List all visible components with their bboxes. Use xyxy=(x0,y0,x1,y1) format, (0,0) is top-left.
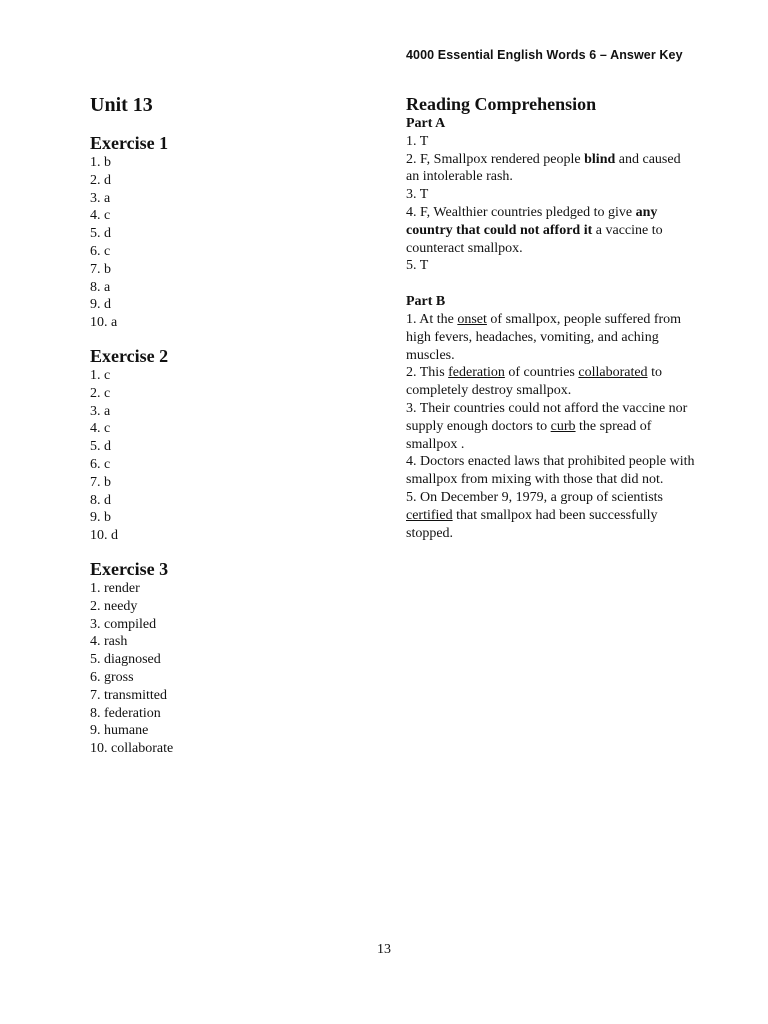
answer-item: 5. diagnosed xyxy=(90,652,161,668)
answer-text: 2. F, Smallpox rendered people xyxy=(406,151,585,167)
document-header: 4000 Essential English Words 6 – Answer Key xyxy=(406,48,683,62)
answer-keyword: blind xyxy=(584,151,616,167)
answer-text: that smallpox had been successfully stopped. xyxy=(406,507,658,541)
exercise-1-title: Exercise 1 xyxy=(90,133,169,153)
part-b-answer-1 xyxy=(406,311,696,364)
answer-text: 2. This xyxy=(406,365,449,381)
answer-item: 10. d xyxy=(90,528,118,544)
answer-item: 5. d xyxy=(90,226,111,242)
answer-text: of countries xyxy=(504,365,579,381)
answer-item: 8. a xyxy=(90,279,111,295)
answer-text: a vaccine to counteract smallpox. xyxy=(406,222,663,256)
part-b-section xyxy=(406,293,696,542)
answer-text: 3. Their countries could not afford the vaccine nor supply enough doctors to xyxy=(406,400,688,434)
answer-keyword: any country that could not afford it xyxy=(406,204,658,238)
vocab-word: collaborated xyxy=(578,365,648,381)
part-a-section xyxy=(406,115,696,275)
part-b-title: Part B xyxy=(406,294,446,310)
part-a-answer-4 xyxy=(406,204,696,257)
answer-item: 6. gross xyxy=(90,669,134,685)
answer-item: 1. render xyxy=(90,580,140,596)
exercise-2-title: Exercise 2 xyxy=(90,345,169,366)
answer-item: 3. compiled xyxy=(90,616,157,632)
answer-item: 10. a xyxy=(90,315,118,331)
answer-item: 7. b xyxy=(90,474,111,490)
answer-item: 9. humane xyxy=(90,723,149,739)
answer-item: 5. d xyxy=(90,439,111,455)
right-column xyxy=(406,93,696,542)
part-a-title: Part A xyxy=(406,116,446,131)
answer-text: 1. At the xyxy=(406,311,458,327)
unit-title: Unit 13 xyxy=(90,94,153,116)
answer-item: 6. c xyxy=(90,243,111,259)
answer-item: 4. rash xyxy=(90,634,128,650)
answer-item: 9. b xyxy=(90,510,111,526)
part-b-answer-3 xyxy=(406,400,696,453)
answer-item: 7. b xyxy=(90,261,111,277)
left-column xyxy=(90,93,380,772)
part-a-answer-3: 3. T xyxy=(406,187,429,203)
part-a-answer-2 xyxy=(406,151,696,187)
exercise-3-title: Exercise 3 xyxy=(90,558,169,579)
part-b-answer-4: 4. Doctors enacted laws that prohibited people with smallpox from mixing with those that did not. xyxy=(406,454,695,488)
page-number: 13 xyxy=(377,942,391,957)
answer-text: 5. On December 9, 1979, a group of scientists xyxy=(406,489,663,505)
answer-text: to completely destroy smallpox. xyxy=(406,365,662,399)
answer-text: 4. F, Wealthier countries pledged to give xyxy=(406,204,636,220)
answer-item: 6. c xyxy=(90,456,111,472)
answer-item: 7. transmitted xyxy=(90,687,167,703)
answer-text: the spread of smallpox . xyxy=(406,418,652,452)
exercise-1-section xyxy=(90,133,380,332)
answer-item: 1. c xyxy=(90,367,111,383)
part-b-answer-5 xyxy=(406,489,696,542)
answer-item: 1. b xyxy=(90,155,111,170)
vocab-word: federation xyxy=(448,365,505,381)
answer-item: 8. federation xyxy=(90,705,161,721)
part-a-answer-5: 5. T xyxy=(406,258,429,274)
answer-item: 3. a xyxy=(90,190,111,206)
vocab-word: certified xyxy=(406,507,453,523)
reading-comprehension-title: Reading Comprehension xyxy=(406,94,597,114)
answer-item: 10. collaborate xyxy=(90,741,174,757)
answer-text: of smallpox, people suffered from high fevers, headaches, vomiting, and aching muscles. xyxy=(406,311,682,363)
answer-item: 2. c xyxy=(90,385,111,401)
answer-item: 8. d xyxy=(90,492,111,508)
vocab-word: curb xyxy=(550,418,576,434)
answer-text: and caused an intolerable rash. xyxy=(406,151,681,185)
answer-item: 4. c xyxy=(90,421,111,437)
exercise-2-section xyxy=(90,346,380,545)
vocab-word: onset xyxy=(457,311,487,327)
answer-item: 3. a xyxy=(90,403,111,419)
part-b-answer-2 xyxy=(406,364,696,400)
answer-item: 2. d xyxy=(90,172,111,188)
answer-item: 2. needy xyxy=(90,598,138,614)
answer-item: 4. c xyxy=(90,208,111,224)
part-a-answer-1: 1. T xyxy=(406,133,429,149)
exercise-3-section xyxy=(90,559,380,758)
answer-item: 9. d xyxy=(90,297,111,313)
